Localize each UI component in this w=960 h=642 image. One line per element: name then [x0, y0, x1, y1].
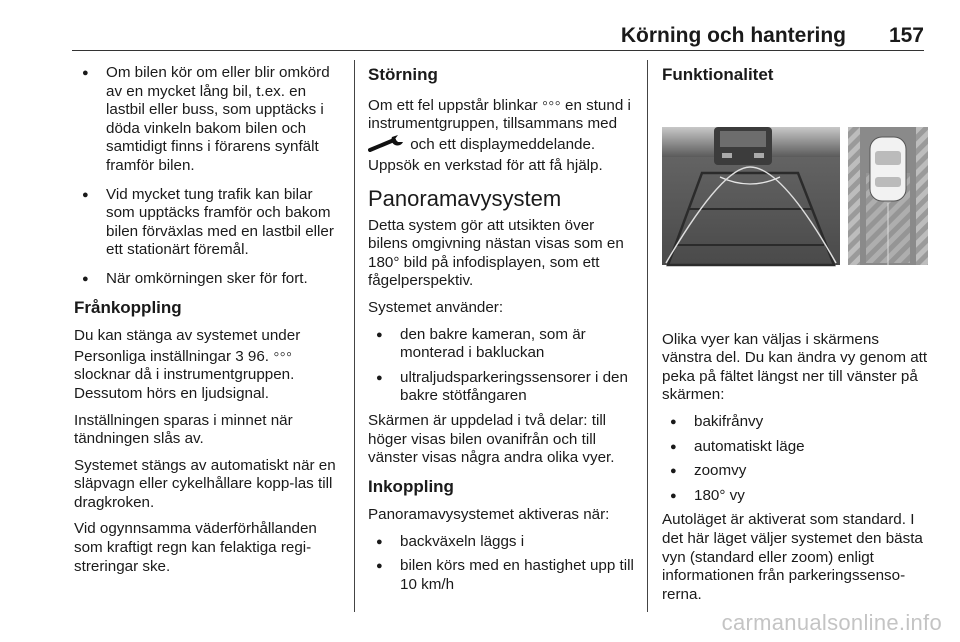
bullet-list — [662, 413, 928, 505]
list-item: ● bakifrånvy — [662, 413, 928, 432]
paragraph: Autoläget är aktiverat som standard. I det här läget väljer systemet den bästa vyn (standard eller zoom) enligt informationen från parkeringssenso-rerna. — [662, 511, 923, 603]
paragraph: Systemet använder: — [368, 298, 504, 316]
section-heading: Störning — [368, 65, 438, 84]
paragraph: Vid ogynnsamma väderförhållanden som kraftigt regn kan felaktiga regi-streringar ske. — [74, 520, 317, 575]
list-item: ● automatiskt läge — [662, 438, 928, 457]
page-reference-link[interactable]: 3 96. — [235, 347, 270, 365]
watermark: carmanualsonline.info — [721, 610, 942, 635]
paragraph: Systemet stängs av automatiskt när en släpvagn eller cykelhållare kopp-las till dragkroken. — [74, 456, 336, 511]
top-down-view — [848, 127, 928, 265]
page-header — [72, 24, 924, 50]
list-item: ● den bakre kameran, som är monterad i bakluckan — [368, 326, 634, 363]
list-item: ● bilen körs med en hastighet upp till 10 km/h — [368, 557, 634, 594]
list-item: ● ultraljudsparkeringssensorer i den bakre stötfångaren — [368, 369, 634, 406]
section-heading: Inkoppling — [368, 476, 454, 496]
bullet-list — [368, 326, 634, 406]
rear-camera-view — [662, 127, 840, 265]
blind-spot-warning-icon: ⸰⸰⸰ — [273, 348, 293, 361]
panorama-camera-illustration — [662, 127, 928, 317]
list-item: ● Vid mycket tung trafik kan bilar som upptäcks framför och bakom bilen förväxlas med en lastbil eller ett stationärt föremål. — [74, 186, 344, 260]
section-heading: Frånkoppling — [74, 297, 182, 317]
bullet-list — [74, 64, 344, 289]
section-heading-large: Panoramavysystem — [368, 185, 562, 211]
page-header-title: Körning och hantering — [620, 24, 846, 47]
list-item: ● När omkörningen sker för fort. — [74, 270, 344, 289]
list-item: ● Om bilen kör om eller blir omkörd av en mycket lång bil, t.ex. en lastbil eller buss, som upptäcks i döda vinkeln bakom bilen och samtidigt finns i förarens synfält framför bilen. — [74, 64, 344, 176]
paragraph: Detta system gör att utsikten över bilens omgivning nästan visas som en 180° bild på infodisplayen, som ett fågelperspektiv. — [368, 216, 624, 290]
bullet-list — [368, 533, 634, 595]
wrench-icon — [368, 134, 406, 158]
column-2 — [368, 64, 634, 605]
column-divider-1 — [354, 60, 355, 612]
column-divider-2 — [647, 60, 648, 612]
paragraph: Du kan stänga av systemet under Personliga inställningar 3 96. ⸰⸰⸰ slocknar då i instrumentgruppen. Dessutom hörs en ljudsignal. — [74, 327, 301, 402]
blind-spot-warning-icon: ⸰⸰⸰ — [541, 97, 561, 110]
paragraph: Panoramavysystemet aktiveras när: — [368, 506, 610, 524]
header-rule — [72, 50, 924, 51]
paragraph: Inställningen sparas i minnet när tändningen slås av. — [74, 411, 293, 448]
paragraph: Skärmen är uppdelad i två delar: till höger visas bilen ovanifrån och till vänster visas några andra olika vyer. — [368, 411, 615, 467]
page-number: 157 — [888, 24, 924, 47]
column-3 — [662, 64, 928, 612]
list-item: ● zoomvy — [662, 462, 928, 481]
column-1 — [74, 64, 344, 584]
list-item: ● 180° vy — [662, 487, 928, 506]
section-heading: Funktionalitet — [662, 65, 774, 84]
list-item: ● backväxeln läggs i — [368, 533, 634, 552]
paragraph: Om ett fel uppstår blinkar ⸰⸰⸰ en stund i instrumentgruppen, tillsammans med och ett displaymeddelande. Uppsök en verkstad för att få hjälp. — [368, 96, 631, 175]
paragraph: Olika vyer kan väljas i skärmens vänstra del. Du kan ändra vy genom att peka på fältet längst ner till vänster på skärmen: — [662, 330, 928, 404]
